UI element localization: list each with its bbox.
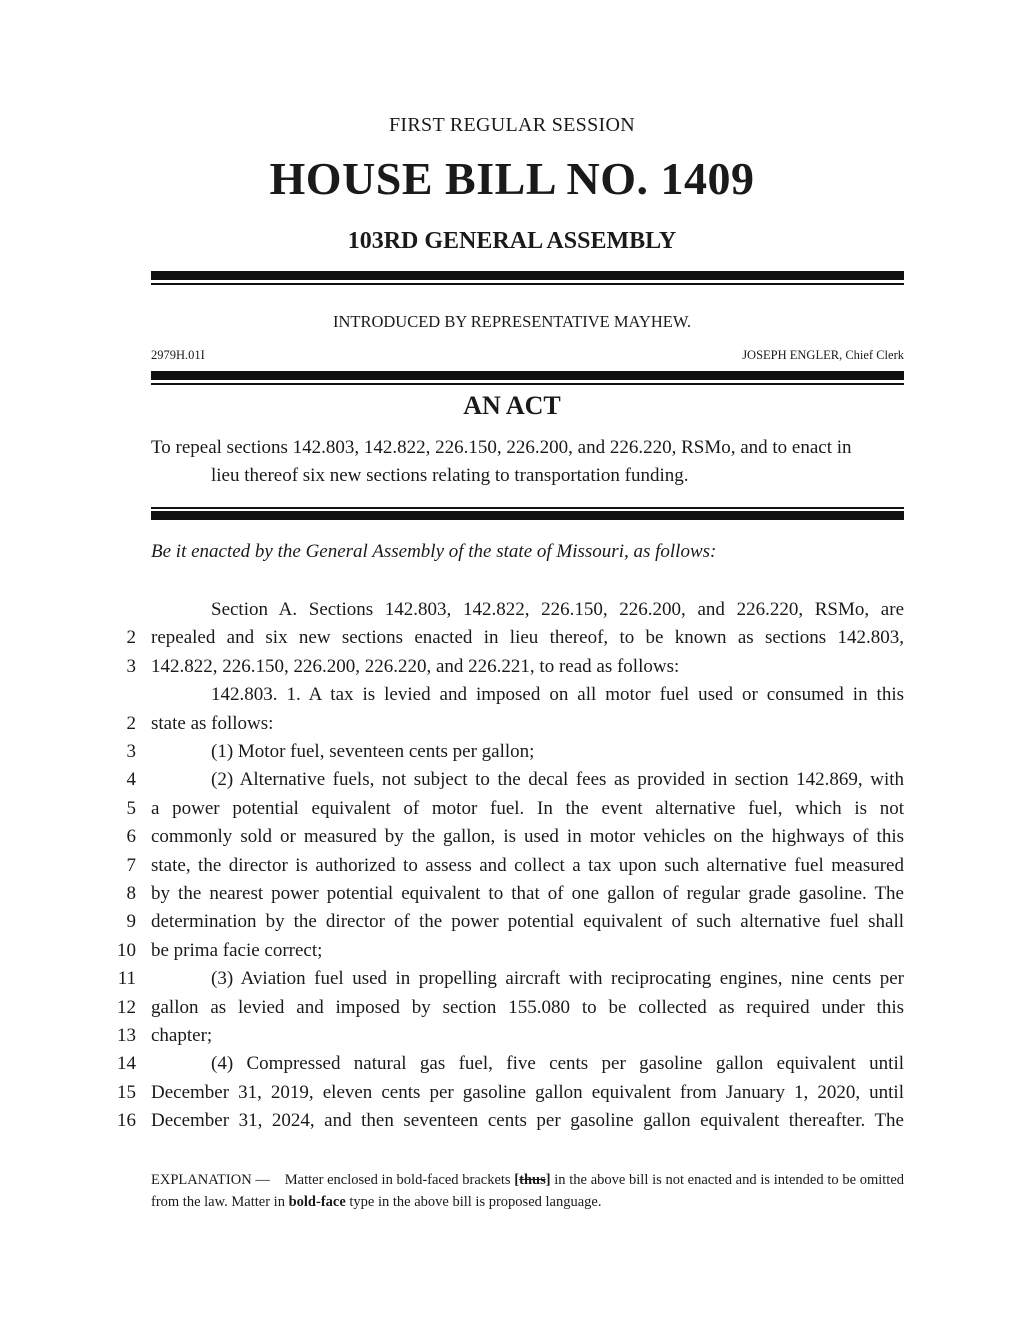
- bill-text-line: (1) Motor fuel, seventeen cents per gallon;: [211, 741, 535, 762]
- chief-clerk: JOSEPH ENGLER, Chief Clerk: [742, 348, 904, 362]
- bill-text-line: Section A. Sections 142.803, 142.822, 226.150, 226.200, and 226.220, RSMo, are: [211, 599, 904, 620]
- divider-thin: [151, 383, 904, 385]
- bill-text-line: be prima facie correct;: [151, 939, 323, 961]
- bill-text-line: 142.803. 1. A tax is levied and imposed on all motor fuel used or consumed in this: [211, 684, 904, 706]
- bill-text-line: gallon as levied and imposed by section 155.080 to be collected as required under this: [151, 996, 904, 1018]
- line-number: 2: [126, 627, 136, 649]
- bill-text-line: December 31, 2024, and then seventeen cents per gasoline gallon equivalent thereafter. The: [151, 1110, 904, 1132]
- bill-text-line: state as follows:: [151, 712, 274, 734]
- bill-title: HOUSE BILL NO. 1409: [269, 153, 755, 204]
- act-title-line: To repeal sections 142.803, 142.822, 226.150, 226.200, and 226.220, RSMo, and to enact in: [151, 437, 852, 458]
- line-number: 13: [117, 1025, 136, 1046]
- struck-example: thus: [519, 1172, 546, 1188]
- bill-text-line: by the nearest power potential equivalent to that of one gallon of regular grade gasoline. The: [151, 883, 904, 904]
- line-number: 12: [117, 996, 136, 1018]
- bill-text-line: determination by the director of the power potential equivalent of such alternative fuel shall: [151, 911, 904, 933]
- document-number: 2979H.01I: [151, 348, 205, 362]
- bill-text-line: (4) Compressed natural gas fuel, five cents per gasoline gallon equivalent until: [211, 1053, 904, 1075]
- assembly-label: 103RD GENERAL ASSEMBLY: [347, 228, 677, 254]
- line-number: 2: [126, 712, 136, 734]
- enacting-clause: Be it enacted by the General Assembly of the state of Missouri, as follows:: [151, 541, 717, 562]
- line-number: 3: [126, 655, 136, 677]
- line-number: 15: [117, 1081, 136, 1103]
- explanation-label: EXPLANATION —: [151, 1172, 270, 1188]
- bill-text-line: repealed and six new sections enacted in lieu thereof, to be known as sections 142.803,: [151, 627, 904, 649]
- line-number: 7: [126, 854, 136, 876]
- divider-thick: [151, 511, 904, 520]
- act-title-line: lieu thereof six new sections relating to transportation funding.: [211, 465, 689, 486]
- bill-text-line: chapter;: [151, 1025, 213, 1046]
- line-number: 10: [117, 939, 136, 961]
- introduced-by: INTRODUCED BY REPRESENTATIVE MAYHEW.: [332, 312, 692, 331]
- line-number: 4: [126, 769, 136, 791]
- bill-text-line: (2) Alternative fuels, not subject to the decal fees as provided in section 142.869, with: [211, 769, 904, 791]
- line-number: 9: [126, 911, 136, 933]
- act-heading: AN ACT: [463, 391, 561, 420]
- bill-text-line: commonly sold or measured by the gallon, is used in motor vehicles on the highways of this: [151, 826, 904, 848]
- divider-thick: [151, 271, 904, 280]
- line-number: 14: [117, 1053, 136, 1075]
- session-label: FIRST REGULAR SESSION: [389, 114, 635, 136]
- explanation-text: type in the above bill is proposed language.: [349, 1194, 602, 1210]
- bold-face-example: bold-face: [288, 1194, 346, 1210]
- line-number: 8: [126, 883, 136, 904]
- line-number: 16: [117, 1110, 136, 1132]
- bracket-close: ]: [545, 1172, 551, 1188]
- bill-text-line: 142.822, 226.150, 226.200, 226.220, and 226.221, to read as follows:: [151, 655, 680, 677]
- line-number: 6: [126, 826, 136, 848]
- line-number: 11: [117, 968, 136, 990]
- divider-thin: [151, 507, 904, 509]
- explanation-footnote: [151, 1169, 904, 1213]
- explanation-text: in the above bill is not enacted and is intended to be omitted from the law. Matter in: [151, 1172, 905, 1210]
- divider-thick: [151, 371, 904, 380]
- bill-text-line: state, the director is authorized to assess and collect a tax upon such alternative fuel measured: [151, 854, 904, 876]
- bill-text-line: (3) Aviation fuel used in propelling aircraft with reciprocating engines, nine cents per: [211, 968, 904, 990]
- line-number: 5: [126, 797, 136, 819]
- explanation-text: Matter enclosed in bold-faced brackets: [284, 1172, 511, 1188]
- bill-text-line: December 31, 2019, eleven cents per gasoline gallon equivalent from January 1, 2020, until: [151, 1081, 904, 1103]
- bill-text-line: a power potential equivalent of motor fuel. In the event alternative fuel, which is not: [151, 797, 904, 819]
- bracket-open: [: [514, 1172, 520, 1188]
- line-number: 3: [126, 741, 136, 762]
- divider-thin: [151, 283, 904, 285]
